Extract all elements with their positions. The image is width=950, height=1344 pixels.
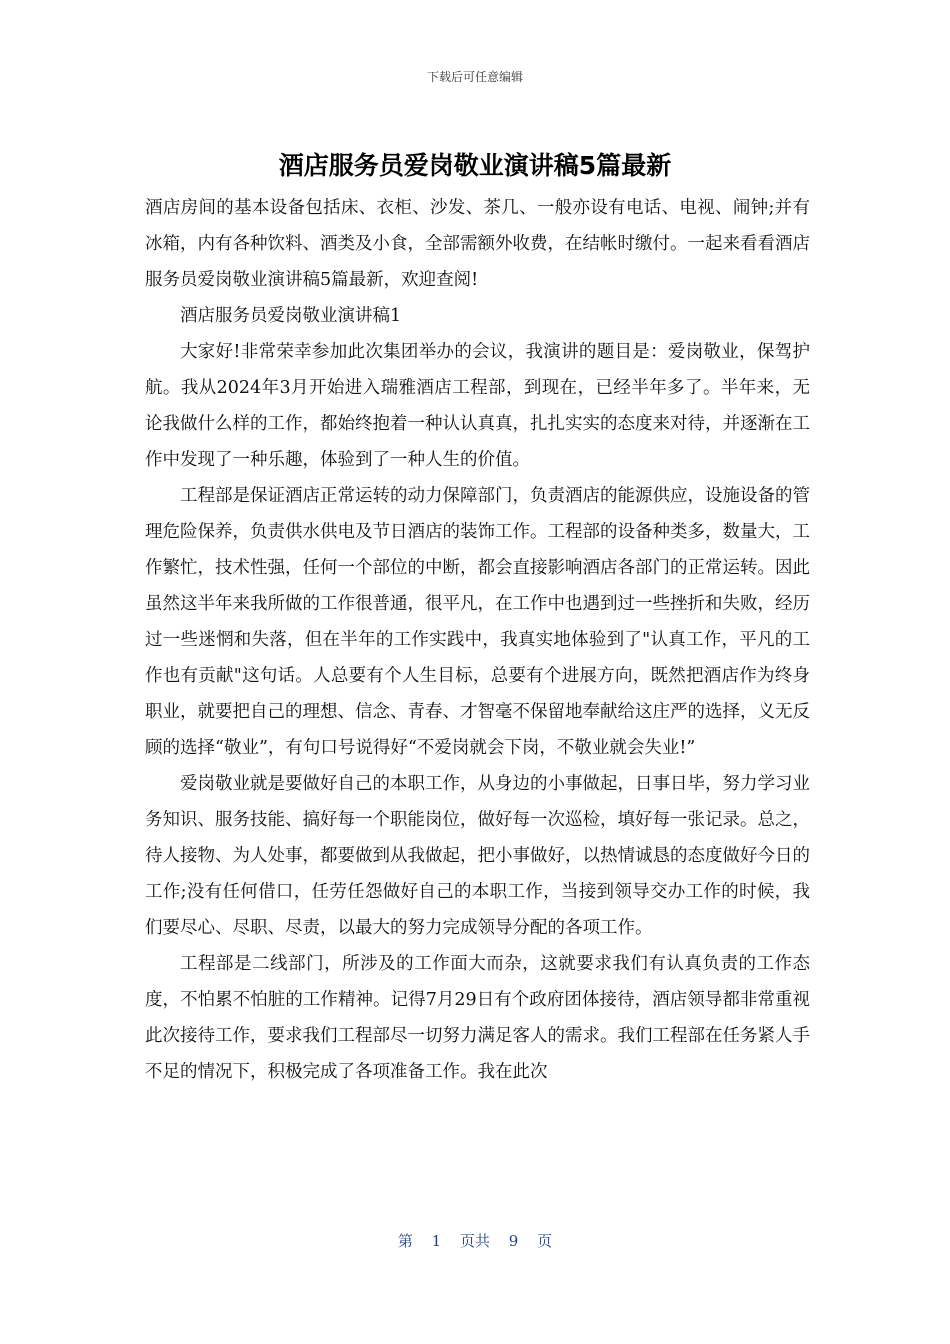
body-paragraph-3: 爱岗敬业就是要做好自己的本职工作，从身边的小事做起，日事日毕，努力学习业务知识、服务技能、搞好每一个职能岗位，做好每一次巡检，填好每一张记录。总之，待人接物、为人处事，都要做到从我做起，把小事做好，以热情诚恳的态度做好今日的工作;没有任何借口，任劳任怨做好自己的本职工作，当接到领导交办工作的时候，我们要尽心、尽职、尽责，以最大的努力完成领导分配的各项工作。 — [145, 774, 810, 938]
section-heading: 酒店服务员爱岗敬业演讲稿1 — [180, 306, 402, 326]
header-note: 下载后可任意编辑 — [426, 70, 523, 84]
document-body — [145, 190, 810, 1090]
intro-paragraph: 酒店房间的基本设备包括床、衣柜、沙发、茶几、一般亦设有电话、电视、闹钟;并有冰箱，内有各种饮料、酒类及小食，全部需额外收费，在结帐时缴付。一起来看看酒店服务员爱岗敬业演讲稿5篇最新，欢迎查阅! — [145, 198, 810, 290]
body-paragraph-2: 工程部是保证酒店正常运转的动力保障部门，负责酒店的能源供应，设施设备的管理危险保养，负责供水供电及节日酒店的装饰工作。工程部的设备种类多，数量大，工作繁忙，技术性强，任何一个部位的中断，都会直接影响酒店各部门的正常运转。因此虽然这半年来我所做的工作很普通，很平凡，在工作中也遇到过一些挫折和失败，经历过一些迷惘和失落，但在半年的工作实践中，我真实地体验到了"认真工作，平凡的工作也有贡献"这句话。人总要有个人生目标，总要有个进展方向，既然把酒店作为终身职业，就要把自己的理想、信念、青春、才智毫不保留地奉献给这庄严的选择，义无反顾的选择“敬业”，有句口号说得好“不爱岗就会下岗，不敬业就会失业!” — [145, 486, 810, 758]
document-title: 酒店服务员爱岗敬业演讲稿5篇最新 — [278, 151, 672, 180]
page-number-footer: 第 1 页共 9 页 — [397, 1232, 553, 1250]
body-paragraph-1: 大家好!非常荣幸参加此次集团举办的会议，我演讲的题目是：爱岗敬业，保驾护航。我从2024年3月开始进入瑞雅酒店工程部，到现在，已经半年多了。半年来，无论我做什么样的工作，都始终抱着一种认认真真，扎扎实实的态度来对待，并逐渐在工作中发现了一种乐趣，体验到了一种人生的价值。 — [145, 342, 810, 470]
body-paragraph-4: 工程部是二线部门，所涉及的工作面大而杂，这就要求我们有认真负责的工作态度，不怕累不怕脏的工作精神。记得7月29日有个政府团体接待，酒店领导都非常重视此次接待工作，要求我们工程部尽一切努力满足客人的需求。我们工程部在任务紧人手不足的情况下，积极完成了各项准备工作。我在此次 — [145, 954, 810, 1082]
